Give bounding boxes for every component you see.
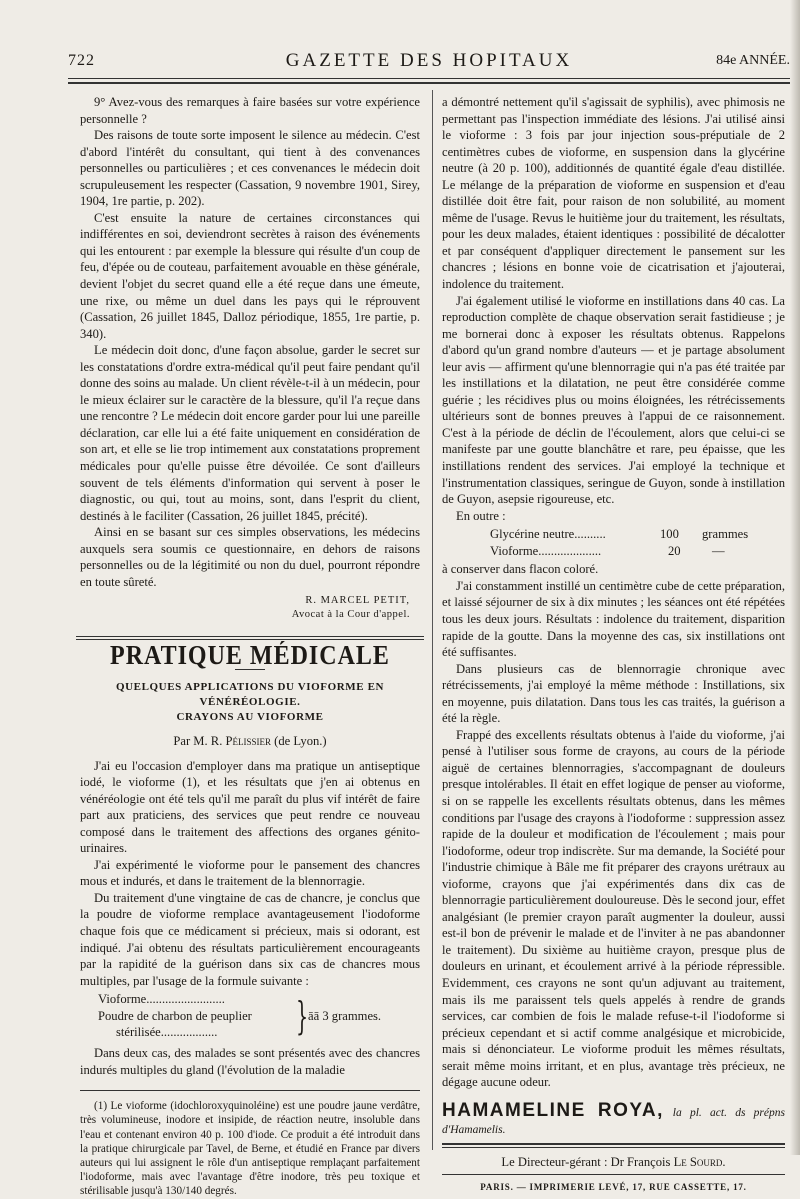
paragraph: a démontré nettement qu'il s'agissait de syphilis), avec phimosis ne permettant pas l'inspection immédiate des lésions. J'ai utilisé ainsi le vioforme : 3 fois par jour injection sous-préputiale de 2 centimètres cubes de vioforme, en suspension dans la glycérine neutre (à 20 p. 100), additionnés de quantité égale d'eau distillée. Le mélange de la préparation de vioforme en suspension et d'eau distillée doit être fait, pour raison de non solubilité, au moment même de l'usage. Revus le huitième jour du traitement, les résultats, pour les deux malades, étaient identiques : possibilité de décalotter et par conséquent d'appliquer directement le pansement sur les chancres ; lésions en bonne voie de cicatrisation et j'ajouterai, indolence du traitement. [442, 95, 785, 292]
paragraph: J'ai également utilisé le vioforme en instillations dans 40 cas. La reproduction complète de chaque observation serait fastidieuse ; je me bornerai donc à exposer les résultats obtenus. Rappelons d'abord qu'un grand nombre d'auteurs — et je partage absolument leur avis — affirment qu'une blennorragie qui n'a pas été traitée par les instillations et la dilatation, ne peut être considérée comme guérie ; les récidives plus ou moins éloignées, les rétrécissements ultérieurs sont de bonnes preuves à l'appui de ce raisonnement. C'est à la période de déclin de l'écoulement, alors que celui-ci se manifeste par une goutte blanchâtre et rare, peu épaisse, que les instillations rendent des services. J'ai employé la technique et l'instrumentation classiques, seringue de Guyon, sonde à instillation de Guyon, asepsie rigoureuse, etc. [442, 293, 785, 507]
signature-name: R. MARCEL PETIT, [305, 595, 410, 607]
right-column [442, 94, 785, 1196]
paragraph: Ainsi en se basant sur ces simples observations, les médecins auxquels sera soumis ce questionnaire, en dehors de raisons personnelles ou de la légitimité ou non du duel, pourront répondre en toute sûreté. [80, 525, 420, 589]
director-name: Le Sourd. [673, 1154, 726, 1169]
paragraph: Des raisons de toute sorte imposent le silence au médecin. C'est d'abord l'intérêt du consultant, qui tient à des convenances personnelles ou particulières ; et ces convenances le médecin doit scrupuleusement les respecter (Cassation, 9 novembre 1901, Sirey, 1904, 1re partie, p. 202). [80, 128, 420, 209]
formula-line: stérilisée.................. [116, 1025, 218, 1040]
formula [98, 991, 420, 1043]
recipe-ingredient: Glycérine neutre.......... [490, 527, 606, 542]
recipe-row [490, 543, 785, 560]
paragraph: C'est ensuite la nature de certaines circonstances qui indifférentes en soi, deviendront secrètes à raison des événements qui les entourent : par exemple la blessure qui résulte d'un coup de feu, d'épée ou de couteau, parfaitement avouable en thèse générale, devient l'objet du secret quand elle a été reçue dans une émeute, une rixe, ou même un duel dans les pays qui le réprouvent (Cassation, 26 juillet 1845, Dalloz périodique, 1855, 1re partie, p. 340). [80, 210, 420, 341]
paragraph: Dans plusieurs cas de blennorragie chronique avec rétrécissements, j'ai employé la même méthode : Instillations, six en moyenne, puis dilatation. Dans tous les cas traités, la guérison a été la règle. [442, 661, 785, 726]
recipe-value: 100 [660, 527, 679, 542]
year-label: 84e ANNÉE. [716, 53, 790, 68]
formula-line: Poudre de charbon de peuplier [98, 1008, 252, 1023]
recipe-value: 20 [668, 543, 681, 558]
header-rule-thick [68, 82, 790, 84]
director-line [442, 1154, 785, 1171]
page-edge-shadow [790, 0, 800, 1155]
advertisement [442, 1099, 785, 1139]
ad-tagline: la pl. act. ds prépns d'Hamamelis. [442, 1106, 785, 1137]
director-prefix: Le Directeur-gérant : Dr François [501, 1154, 671, 1169]
header-rule [68, 78, 790, 79]
formula-dose: āā 3 grammes. [308, 1009, 382, 1024]
section-rubric: PRATIQUE MÉDICALE [110, 641, 390, 672]
left-column [80, 94, 420, 1199]
signature-title: Avocat à la Cour d'appel. [291, 609, 410, 621]
paragraph: 9° Avez-vous des remarques à faire basées sur votre expérience personnelle ? [80, 95, 420, 126]
recipe-unit: grammes [702, 527, 749, 542]
paragraph: Du traitement d'une vingtaine de cas de chancre, je conclus que la poudre de vioforme remplace avantageusement l'iodoforme chaque fois que ce médicament si précieux, mais si odorant, est indiqué. J'ai obtenu des résultats particulièrement encourageants par la rapidité de la guérison dans six cas de chancres mous multiples, par l'usage de la formule suivante : [80, 890, 420, 988]
page-number: 722 [68, 52, 95, 69]
imprint: PARIS. — IMPRIMERIE LEVÉ, 17, RUE CASSETTE, 17. [480, 1182, 747, 1193]
journal-title: GAZETTE DES HOPITAUX [285, 50, 573, 71]
ad-brand: HAMAMELINE ROYA, [442, 1099, 664, 1121]
recipe-ingredient: Vioforme.................... [490, 543, 602, 558]
paragraph: Frappé des excellents résultats obtenus à l'aide du vioforme, j'ai pensé à l'utiliser sous forme de crayons, au cours de la période aiguë de certaines blennorragies, s'accompagnant de douleurs presque intolérables. Il était en effet logique de penser au vioforme, si on se rappelle les excellents résultats obtenus, dans les mêmes conditions par l'usage des crayons à l'iodoforme : suppression assez rapide de la douleur et modification de l'écoulement ; mais pour l'iodoforme, odeur trop indiscrète. Sur ma demande, la Société pour l'industrie chimique à Bâle me fit préparer des crayons urétraux au vioforme, crayons que j'ai expérimentés dans dix cas de blennorragie particulièrement douloureuse. Dès le second jour, effet analgésiant (le premier crayon paraît augmenter la douleur, aussi est-il bon de prévenir le malade et de l'inviter à ne pas abandonner le traitement). Du sixième au huitième crayon, presque plus de douleurs en urinant, et écoulement arrivé à la période répressible. Evidemment, ces crayons ne sont qu'un adjuvant au traitement, mais ils me paraissent tels quels appelés à rendre de grands services, car combien de fois le malade refuse-t-il l'iodoforme si précieux cependant et si actif comme analgésique et microbicide, mais si dénonciateur. Le vioforme produit les mêmes résultats, serait même moins irritant, et en plus, avantage très précieux, ne dégage aucune odeur. [442, 727, 785, 1090]
imprint-rule [442, 1174, 785, 1175]
recipe-table [490, 526, 785, 559]
paragraph: J'ai eu l'occasion d'employer dans ma pratique un antiseptique iodé, le vioforme (1), et les résultats que j'en ai obtenus en vénéréologie ont été tels qu'il me paraît du plus vif intérêt de faire part aux praticiens, des services que peut rendre ce nouveau composé dans le traitement des affections des organes génito-urinaires. [80, 758, 420, 856]
article-title-line: QUELQUES APPLICATIONS DU VIOFORME EN VÉNÉRÉOLOGIE. [115, 680, 385, 708]
ad-rule-thin [442, 1147, 785, 1148]
ad-rule [442, 1143, 785, 1145]
footnote [80, 1099, 420, 1198]
page-header [68, 44, 790, 80]
author-name: Pélissier [225, 733, 272, 748]
footnote-rule [80, 1090, 420, 1091]
recipe-row [490, 526, 785, 543]
byline-suffix: (de Lyon.) [274, 733, 327, 748]
article-title [80, 680, 420, 725]
signature [80, 594, 410, 622]
formula-line: Vioforme......................... [98, 992, 225, 1007]
paragraph: J'ai constamment instillé un centimètre cube de cette préparation, et laissé séjourner de six à dix minutes ; les séances ont été répétées tous les deux jours. Résultats : indolence du traitement, disparition rapide de la goutte. Dans la moyenne des cas, six instillations ont été suffisantes. [442, 578, 785, 660]
brace-glyph: } [296, 994, 309, 1039]
article-subtitle-line: CRAYONS AU VIOFORME [176, 710, 324, 723]
paragraph: J'ai expérimenté le vioforme pour le pansement des chancres mous et indurés, et dans le traitement de la blennorragie. [80, 857, 420, 889]
paragraph: à conserver dans flacon coloré. [442, 562, 599, 577]
section-rule [76, 636, 424, 640]
byline-prefix: Par M. R. [173, 733, 223, 748]
byline [80, 733, 420, 750]
paragraph: Le médecin doit donc, d'une façon absolue, garder le secret sur les constatations d'ordre extra-médical qu'il peut faire pendant qu'il donne des soins au malade. Un client révèle-t-il à un médecin, pour le mieux éclairer sur le caractère de la blessure, qu'il l'a reçue dans une rencontre ? Le médecin doit encore garder pour lui une pareille déclaration, car elle lui a été faite uniquement en considération de son art, et elle se lie trop intimement aux constatations proprement médicales pour qu'elle puisse être dévoilée. Ce sont d'ailleurs souvent de tels éléments d'information qui servent à poser le diagnostic, ou qui, tout au moins, sont, dans l'esprit du client, destinés à le faciliter (Cassation, 26 juillet 1845, précité). [80, 343, 420, 523]
paragraph: Dans deux cas, des malades se sont présentés avec des chancres indurés multiples du gland (l'évolution de la maladie [80, 1046, 420, 1077]
recipe-unit: — [712, 543, 725, 558]
paragraph: En outre : [456, 508, 506, 523]
footnote-text: (1) Le vioforme (idochloroxyquinoléine) est une poudre jaune verdâtre, très volumineuse, inodore et insipide, de réaction neutre, insoluble dans l'eau et contenant environ 40 p. 100 d'iode. Ce produit a été introduit dans la pratique chirurgicale par Tavel, de Berne, et étudié en France par divers auteurs qui lui assignent le rôle d'un antiseptique remplaçant parfaitement l'iodoforme, mais avec l'avantage d'être inodore, très peu toxique et stérilisable jusqu'à 130/140 degrés. [80, 1100, 420, 1198]
column-separator [432, 90, 433, 1150]
